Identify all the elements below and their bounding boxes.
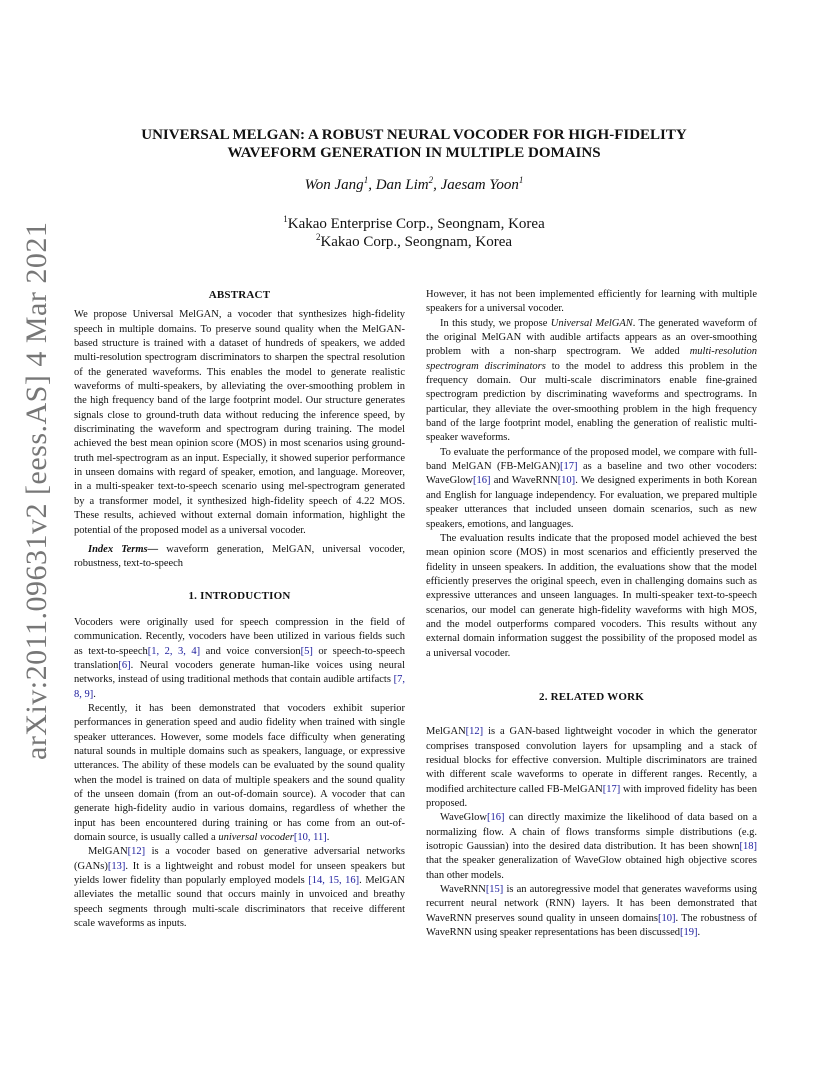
italic-text: universal vocoder xyxy=(218,832,294,844)
index-terms xyxy=(74,543,405,572)
author-affiliation-mark: 1 xyxy=(363,175,369,185)
arxiv-identifier: arXiv:2011.09631v2 [eess.AS] 4 Mar 2021 xyxy=(20,221,53,760)
text-run: and voice conversion xyxy=(200,645,301,657)
text-run: WaveGlow xyxy=(440,812,487,824)
text-run: To evaluate the performance of the proposed model, we compare with full-band MelGAN (FB-MelGAN) xyxy=(426,446,757,473)
citation-link[interactable]: [10, 11] xyxy=(293,832,327,844)
index-terms-label: Index Terms— xyxy=(88,543,159,555)
citation-link[interactable]: [16] xyxy=(472,475,491,487)
affiliation-mark: 2 xyxy=(315,232,321,242)
citation-link[interactable]: [7, 8, 9] xyxy=(74,674,405,700)
text-run: and WaveRNN xyxy=(490,475,558,487)
citation-link[interactable]: [18] xyxy=(739,841,757,853)
citation-link[interactable]: [14, 15, 16] xyxy=(308,875,360,887)
text-run: . MelGAN alleviates the metallic sound that occurs mainly in unvoiced and breathy speech segments through multi-scale discriminators that receive different scale waveforms as inputs. xyxy=(74,875,405,930)
citation-link[interactable]: [12] xyxy=(465,726,484,738)
text-run: . Neural vocoders generate human-like voices using neural networks, instead of using traditional methods that contain audible artifacts xyxy=(74,659,405,686)
paragraph xyxy=(426,725,757,811)
affiliation-text: Kakao Corp., Seongnam, Korea xyxy=(320,234,513,250)
citation-link[interactable]: [19] xyxy=(680,927,698,939)
author-list: Won Jang$^1$, Dan Lim$^2$, Jaesam Yoon$^1$ xyxy=(304,175,524,193)
author-name: Won Jang xyxy=(304,177,364,193)
section-heading-related-work: 2. RELATED WORK xyxy=(539,690,644,703)
text-run: Vocoders were originally used for speech compression in the field of communication. Recently, vocoders have been utilized in various fields such as text-to-speech xyxy=(74,616,405,657)
right-column xyxy=(426,288,757,940)
affiliations xyxy=(74,215,754,251)
text-run: Recently, it has been demonstrated that vocoders exhibit superior performances in generation speed and audio fidelity when trained with single speaker utterances. However, some models face difficulty when generating natural sounds in multiple domains such as speakers, language, or expressive utterances. The ability of these models can be evaluated by the sound quality when the model is trained on data of multiple speakers and the sound quality of the unseen domain (from an out-of-domain source). A vocoder that can generate high-fidelity audio in various domains, regardless of whether the input has been encountered during training or has come from an out-of-domain source, is usually called a xyxy=(74,702,405,844)
paragraph xyxy=(74,702,405,845)
text-run: that the speaker generalization of WaveGlow obtained high objective scores than other models. xyxy=(426,855,757,881)
italic-text: Universal MelGAN xyxy=(550,317,633,329)
author-name: Jaesam Yoon xyxy=(440,177,519,193)
text-run: . It is a lightweight and robust model for unseen speakers but yields lower fidelity than popularly employed models xyxy=(74,860,405,887)
paragraph: However, it has not been implemented efficiently for learning with multiple speakers for a universal vocoder. xyxy=(426,289,757,315)
text-run: In this study, we propose xyxy=(440,317,551,329)
abstract-heading: ABSTRACT xyxy=(208,289,271,301)
citation-link[interactable]: [17] xyxy=(602,783,621,795)
affiliation xyxy=(74,215,754,233)
text-run: can directly maximize the likelihood of data based on a normalizing flow. A chain of flows transforms simple distributions (e.g. isotropic Gaussian) into the desired data distribution. It has been shown xyxy=(426,812,757,853)
title-line-2: WAVEFORM GENERATION IN MULTIPLE DOMAINS xyxy=(227,145,601,161)
text-run: . xyxy=(326,832,330,844)
citation-link[interactable]: [16] xyxy=(486,812,505,824)
text-run: MelGAN xyxy=(88,846,128,858)
text-run: . The generated waveform of the original MelGAN with audible artifacts appears as an over-smoothing problem with a non-sharp spectrogram. We added xyxy=(426,317,757,358)
citation-link[interactable]: [13] xyxy=(107,860,126,872)
author-affiliation-mark: 2 xyxy=(428,175,434,185)
text-run: . We designed experiments in both Korean and English for language independency. For evaluation, we prepared multiple speaker utterances that included unseen domain scenarios, such as new speakers, emotions, and languages. xyxy=(426,475,757,530)
affiliation-mark: 1 xyxy=(283,214,288,224)
index-terms-text: waveform generation, MelGAN, universal vocoder, robustness, text-to-speech xyxy=(74,543,405,570)
citation-link[interactable]: [1, 2, 3, 4] xyxy=(147,645,201,657)
citation-link[interactable]: [10] xyxy=(557,475,576,487)
paragraph xyxy=(426,811,757,883)
citation-link[interactable]: [17] xyxy=(560,461,578,473)
text-run: . xyxy=(697,927,701,939)
title-line-1: UNIVERSAL MELGAN: A ROBUST NEURAL VOCODER FOR HIGH-FIDELITY xyxy=(141,127,687,143)
text-run: . The robustness of WaveRNN using speaker representations has been discussed xyxy=(426,912,757,939)
citation-link[interactable]: [10] xyxy=(657,912,676,924)
citation-link[interactable]: [12] xyxy=(127,846,146,858)
text-run: is an autoregressive model that generates waveforms using recurrent neural network (RNN) layers. It has been demonstrated that WaveRNN preserves sound quality in unseen domains xyxy=(426,884,757,924)
text-run: MelGAN xyxy=(426,726,466,738)
italic-text: multi-resolution spectrogram discriminators xyxy=(426,346,757,372)
author-affiliation-mark: 1 xyxy=(518,175,524,185)
paragraph xyxy=(426,883,757,940)
paragraph xyxy=(74,845,405,931)
paragraph: The evaluation results indicate that the proposed model achieved the best mean opinion score (MOS) in most scenarios and efficiently preserved the fidelity in unseen speakers. In addition, the evaluations show that the model efficiently preserves the original speech, even in challenging domains such as expressive utterances and unseen languages. In multi-speaker text-to-speech scenarios, our model can generate high-fidelity waveforms with high MOS, and the model outperforms compared vocoders. This results without any external domain information suggest the possibility of the proposed model as a universal vocoder. xyxy=(426,532,757,659)
affiliation xyxy=(74,233,754,251)
text-run: or speech-to-speech translation xyxy=(74,645,405,671)
paragraph xyxy=(426,446,757,532)
paragraph xyxy=(426,317,757,446)
affiliation-text: Kakao Enterprise Corp., Seongnam, Korea xyxy=(287,216,545,232)
citation-link[interactable]: [5] xyxy=(300,645,313,657)
text-run: WaveRNN xyxy=(440,884,486,896)
text-run: is a GAN-based lightweight vocoder in which the generator comprises transposed convolution layers for upsampling and a stack of residual blocks for effective conversion. Multiple discriminators are trained with different scale waveforms to operate in different ranges. Recently, a modified architecture called FB-MelGAN xyxy=(426,726,757,795)
author-name: Dan Lim xyxy=(375,177,429,193)
paragraph xyxy=(74,616,405,702)
section-heading-introduction: 1. INTRODUCTION xyxy=(188,589,291,602)
abstract-text: We propose Universal MelGAN, a vocoder that synthesizes high-fidelity speech in multiple domains. To preserve sound quality when the MelGAN-based structure is trained with a dataset of hundreds of speakers, we added multi-resolution spectrogram discriminators to sharpen the spectral resolution of the generated waveforms. This enables the model to generate realistic waveforms of multi-speakers, by alleviating the over-smoothing problem in the high frequency band of the large footprint model. Our structure generates signals close to ground-truth data without reducing the inference speed, by discriminating the waveform and spectrogram during training. The model achieved the best mean opinion score (MOS) in most scenarios using ground-truth mel-spectrogram as an input. Especially, it showed superior performance in unseen domains with regard of speaker, emotion, and language. Moreover, in a multi-speaker text-to-speech scenario using mel-spectrogram generated by a transformer model, it synthesized high-fidelity speech of 4.22 MOS. These results, achieved without external domain information, highlight the potential of the proposed model as a universal vocoder. xyxy=(74,309,405,536)
citation-link[interactable]: [6] xyxy=(118,659,131,671)
paper-title xyxy=(74,126,754,162)
left-column xyxy=(74,288,405,931)
text-run: as a baseline and two other vocoders: WaveGlow xyxy=(426,461,757,487)
text-run: . xyxy=(93,688,96,700)
text-run: is a vocoder based on generative adversarial networks (GANs) xyxy=(74,846,405,872)
citation-link[interactable]: [15] xyxy=(485,884,504,896)
text-run: to the model to address this problem in the frequency domain. Our multi-scale discriminators enable fine-grained spectrogram prediction by discriminating waveforms and spectrograms. In particular, they alleviate the over-smoothing problem in the high frequency band of the large footprint model, enabling the generation of realistic multi-speaker waveforms. xyxy=(426,360,757,444)
text-run: with improved fidelity has been proposed. xyxy=(426,783,757,809)
